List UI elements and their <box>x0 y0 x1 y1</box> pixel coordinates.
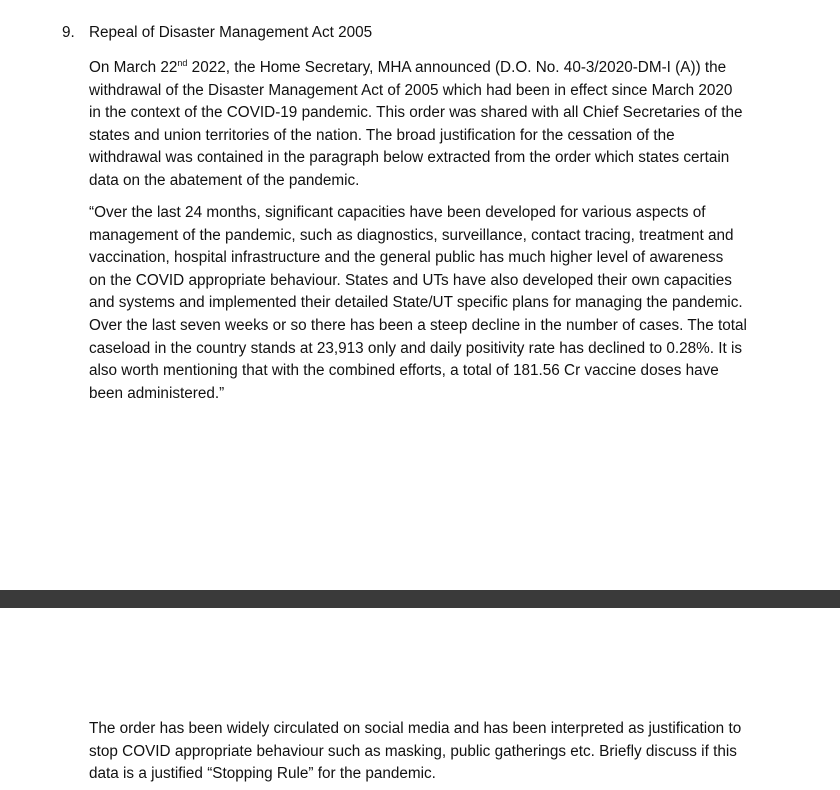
intro-line: withdrawal of the Disaster Management Act of 2005 which had been in effect since March 2020 <box>89 81 733 99</box>
quote-line: Over the last seven weeks or so there has been a steep decline in the number of cases. The total <box>89 316 747 334</box>
section-title: Repeal of Disaster Management Act 2005 <box>89 24 373 41</box>
quote-line: and systems and implemented their detailed State/UT specific plans for managing the pandemic. <box>89 294 743 312</box>
question-paragraph <box>89 718 769 786</box>
page-separator <box>0 590 840 608</box>
intro-line: in the context of the COVID-19 pandemic. This order was shared with all Chief Secretaries of the <box>89 104 743 122</box>
quoted-paragraph <box>89 202 769 405</box>
intro-line: data on the abatement of the pandemic. <box>89 171 360 189</box>
quote-line: also worth mentioning that with the combined efforts, a total of 181.56 Cr vaccine doses have <box>89 362 719 380</box>
question-line: data is a justified “Stopping Rule” for the pandemic. <box>89 765 436 783</box>
intro-line: withdrawal was contained in the paragraph below extracted from the order which states certain <box>89 149 730 167</box>
quote-line: “Over the last 24 months, significant capacities have been developed for various aspects of <box>89 204 706 221</box>
quote-line: been administered.” <box>89 384 225 402</box>
quote-line: vaccination, hospital infrastructure and the general public has much higher level of awareness <box>89 249 724 267</box>
question-line: The order has been widely circulated on social media and has been interpreted as justification to <box>89 720 742 737</box>
document-page-2 <box>0 608 840 790</box>
ordinal-suffix: nd <box>177 57 188 68</box>
intro-line: states and union territories of the nation. The broad justification for the cessation of the <box>89 126 675 144</box>
intro-line-text: On March 22 <box>89 59 178 76</box>
section-heading <box>62 22 372 44</box>
intro-line <box>89 57 769 80</box>
intro-paragraph <box>89 57 769 193</box>
intro-line-text: 2022, the Home Secretary, MHA announced (D.O. No. 40-3/2020-DM-I (A)) the <box>187 59 727 76</box>
section-number: 9. <box>62 24 75 41</box>
question-line: stop COVID appropriate behaviour such as masking, public gatherings etc. Briefly discuss if this <box>89 742 737 760</box>
quote-line: caseload in the country stands at 23,913 only and daily positivity rate has declined to 0.28%. It is <box>89 339 743 357</box>
quote-line: management of the pandemic, such as diagnostics, surveillance, contact tracing, treatment and <box>89 226 734 244</box>
quote-line: on the COVID appropriate behaviour. States and UTs have also developed their own capacities <box>89 271 732 289</box>
